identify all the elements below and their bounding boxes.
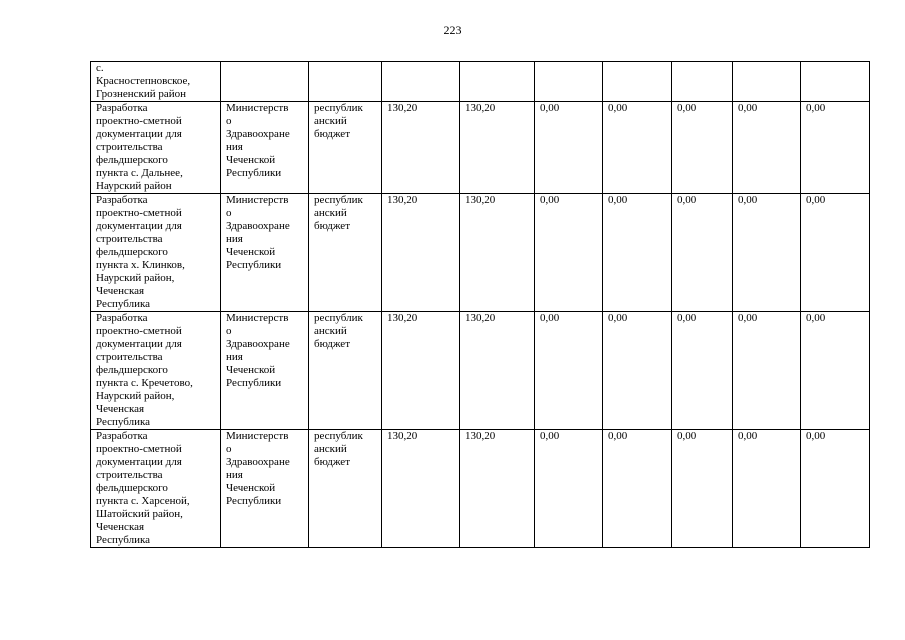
value-cell — [672, 62, 733, 102]
value-cell: 0,00 — [733, 312, 801, 430]
cell-line: Республики — [226, 495, 282, 507]
value-cell: 0,00 — [801, 312, 870, 430]
value-cell: 130,20 — [460, 102, 535, 194]
cell-line: фельдшерского — [96, 154, 168, 166]
executor-cell — [221, 312, 309, 430]
cell-line: республик — [314, 102, 363, 114]
executor-cell — [221, 102, 309, 194]
value-cell — [382, 62, 460, 102]
cell-line: о — [226, 443, 232, 455]
value-cell: 0,00 — [672, 312, 733, 430]
cell-line: Шатойский район, — [96, 508, 183, 520]
cell-line: Наурский район — [96, 180, 172, 192]
cell-line: Республики — [226, 167, 282, 179]
cell-line: ния — [226, 469, 243, 481]
value-cell: 0,00 — [672, 102, 733, 194]
cell-line: строительства — [96, 233, 163, 245]
cell-line: Здравоохране — [226, 338, 290, 350]
page-number: 223 — [443, 23, 462, 37]
value-cell: 0,00 — [733, 430, 801, 548]
cell-line: ния — [226, 351, 243, 363]
cell-line: бюджет — [314, 338, 350, 350]
cell-line: фельдшерского — [96, 482, 168, 494]
value-cell: 130,20 — [382, 194, 460, 312]
cell-line: республик — [314, 430, 363, 442]
cell-line: документации для — [96, 220, 182, 232]
value-cell: 0,00 — [535, 194, 603, 312]
value-cell — [603, 62, 672, 102]
description-cell — [91, 62, 221, 102]
cell-line: проектно-сметной — [96, 115, 182, 127]
table-row — [91, 430, 870, 548]
source-cell — [309, 194, 382, 312]
cell-line: Республика — [96, 534, 151, 546]
cell-line: Министерств — [226, 312, 289, 324]
cell-line: проектно-сметной — [96, 325, 182, 337]
description-cell — [91, 102, 221, 194]
cell-line: Республики — [226, 377, 282, 389]
cell-line: Наурский район, — [96, 272, 175, 284]
value-cell: 0,00 — [603, 102, 672, 194]
table-row — [91, 102, 870, 194]
cell-line: проектно-сметной — [96, 443, 182, 455]
cell-line: Чеченская — [96, 285, 145, 297]
cell-line: пункта с. Харсеной, — [96, 495, 190, 507]
cell-line: бюджет — [314, 128, 350, 140]
value-cell: 0,00 — [535, 430, 603, 548]
cell-line: Республика — [96, 298, 151, 310]
cell-line: Чеченская — [96, 403, 145, 415]
table-row — [91, 194, 870, 312]
cell-line: Министерств — [226, 194, 289, 206]
cell-line: Чеченской — [226, 154, 276, 166]
cell-line: анский — [314, 443, 347, 455]
executor-cell — [221, 430, 309, 548]
cell-line: строительства — [96, 141, 163, 153]
cell-line: о — [226, 325, 232, 337]
cell-line: республик — [314, 312, 363, 324]
cell-line: ния — [226, 233, 243, 245]
value-cell: 130,20 — [460, 312, 535, 430]
value-cell: 130,20 — [382, 430, 460, 548]
cell-line: Республика — [96, 416, 151, 428]
cell-line: анский — [314, 325, 347, 337]
cell-line: проектно-сметной — [96, 207, 182, 219]
value-cell — [801, 62, 870, 102]
cell-line: строительства — [96, 351, 163, 363]
cell-line: Республики — [226, 259, 282, 271]
cell-line: анский — [314, 207, 347, 219]
source-cell — [309, 102, 382, 194]
cell-line: Министерств — [226, 430, 289, 442]
executor-cell — [221, 62, 309, 102]
cell-line: документации для — [96, 456, 182, 468]
value-cell: 130,20 — [460, 194, 535, 312]
value-cell: 130,20 — [460, 430, 535, 548]
cell-line: строительства — [96, 469, 163, 481]
value-cell: 0,00 — [603, 430, 672, 548]
cell-line: республик — [314, 194, 363, 206]
table-row — [91, 312, 870, 430]
value-cell: 0,00 — [801, 102, 870, 194]
source-cell — [309, 62, 382, 102]
value-cell: 130,20 — [382, 102, 460, 194]
cell-line: бюджет — [314, 220, 350, 232]
cell-line: Разработка — [96, 430, 148, 442]
executor-cell — [221, 194, 309, 312]
cell-line: Разработка — [96, 194, 148, 206]
cell-line: фельдшерского — [96, 246, 168, 258]
cell-line: о — [226, 115, 232, 127]
value-cell: 0,00 — [672, 194, 733, 312]
cell-line: анский — [314, 115, 347, 127]
cell-line: Грозненский район — [96, 88, 187, 100]
budget-table — [90, 61, 870, 548]
cell-line: документации для — [96, 338, 182, 350]
value-cell — [535, 62, 603, 102]
value-cell: 0,00 — [801, 430, 870, 548]
cell-line: о — [226, 207, 232, 219]
value-cell — [460, 62, 535, 102]
cell-line: Здравоохране — [226, 128, 290, 140]
cell-line: Разработка — [96, 312, 148, 324]
cell-line: фельдшерского — [96, 364, 168, 376]
cell-line: пункта с. Дальнее, — [96, 167, 183, 179]
cell-line: Разработка — [96, 102, 148, 114]
value-cell — [733, 62, 801, 102]
cell-line: пункта с. Кречетово, — [96, 377, 193, 389]
cell-line: пункта х. Клинков, — [96, 259, 185, 271]
cell-line: Чеченской — [226, 246, 276, 258]
value-cell: 0,00 — [603, 194, 672, 312]
cell-line: Чеченской — [226, 482, 276, 494]
value-cell: 0,00 — [535, 312, 603, 430]
table-row — [91, 62, 870, 102]
cell-line: Министерств — [226, 102, 289, 114]
description-cell — [91, 194, 221, 312]
cell-line: Наурский район, — [96, 390, 175, 402]
description-cell — [91, 430, 221, 548]
cell-line: Здравоохране — [226, 220, 290, 232]
value-cell: 0,00 — [603, 312, 672, 430]
value-cell: 0,00 — [535, 102, 603, 194]
cell-line: Красностепновское, — [96, 75, 191, 87]
cell-line: Здравоохране — [226, 456, 290, 468]
value-cell: 130,20 — [382, 312, 460, 430]
value-cell: 0,00 — [733, 102, 801, 194]
cell-line: Чеченская — [96, 521, 145, 533]
cell-line: документации для — [96, 128, 182, 140]
cell-line: Чеченской — [226, 364, 276, 376]
value-cell: 0,00 — [801, 194, 870, 312]
source-cell — [309, 430, 382, 548]
value-cell: 0,00 — [733, 194, 801, 312]
cell-line: с. — [96, 62, 104, 74]
value-cell: 0,00 — [672, 430, 733, 548]
cell-line: ния — [226, 141, 243, 153]
source-cell — [309, 312, 382, 430]
description-cell — [91, 312, 221, 430]
cell-line: бюджет — [314, 456, 350, 468]
